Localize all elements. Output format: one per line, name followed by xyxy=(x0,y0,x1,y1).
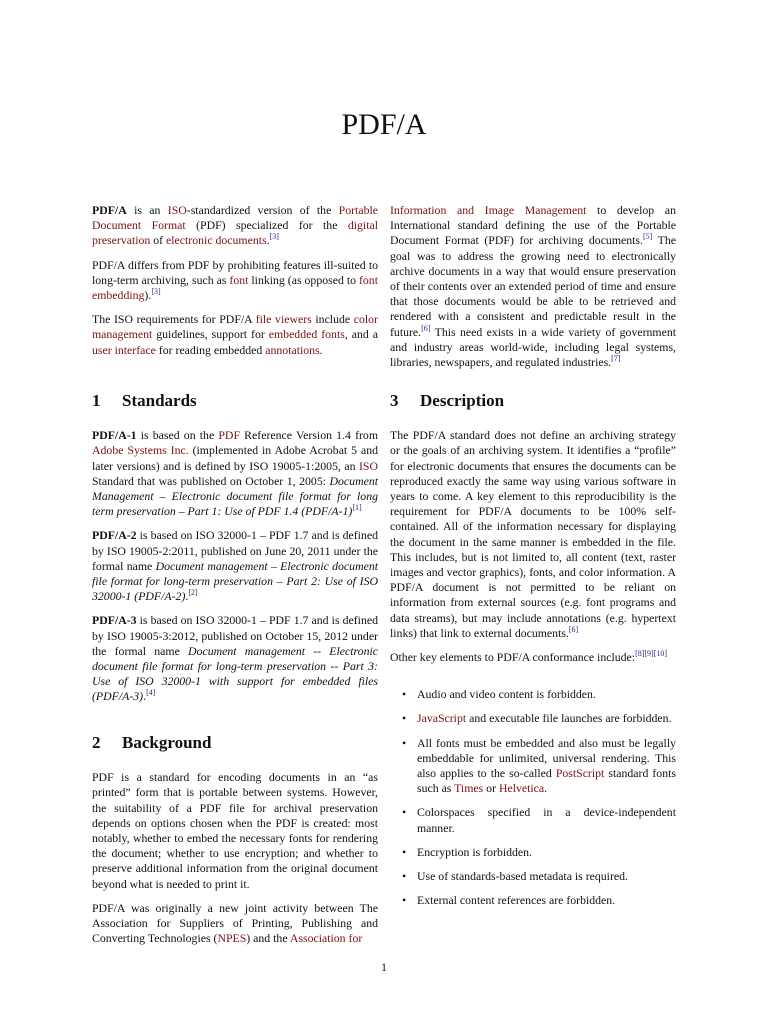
text: ). xyxy=(144,288,152,303)
link-iso[interactable]: ISO xyxy=(358,458,378,473)
link-color-management[interactable]: color management xyxy=(92,312,379,342)
link-npes[interactable]: NPES xyxy=(217,931,247,946)
standards-pdfa3 xyxy=(92,613,378,704)
link-annotations[interactable]: annotations xyxy=(265,342,320,357)
list-item: • External content references are forbidden. xyxy=(390,893,676,908)
citation-link[interactable]: [8][9][10] xyxy=(635,649,668,659)
text: This need exists in a wide variety of government and industry areas world-wide, including legal systems, libraries, newspapers, and regulated industries. xyxy=(390,324,676,370)
text: is based on ISO 32000-1 – PDF 1.7 and is defined by ISO 19005-2:2011, published on June 20, 2011 under the formal name xyxy=(92,528,378,573)
section-number: 2 xyxy=(92,733,101,752)
list-item: • Encryption is forbidden. xyxy=(390,845,676,860)
intro-paragraph-4 xyxy=(390,203,676,370)
page-title: PDF/A xyxy=(341,108,427,141)
text: . xyxy=(185,589,189,604)
link-adobe-systems[interactable]: Adobe Systems Inc. xyxy=(92,443,189,458)
text: The PDF/A standard does not define an archiving strategy or the goals of an archiving system. It identifies a “profile” for electronic documents that ensures the documents can be reproduced exactly the same way using various software in years to come. A key element to this reproducibility is the requirement for PDF/A documents to be 100% self-contained. All of the information necessary for displaying the document in the same manner is embedded in the file. This includes, but is not limited to, all content (text, raster images and vector graphics), fonts, and color information. A PDF/A document is not permitted to be reliant on information from external sources (e.g. font programs and data streams), but may include annotations (e.g. hypertext links) that link to external documents. xyxy=(390,428,676,640)
italic-title: Document Management – Electronic document file format for long term preservation – Part 1: Use of PDF 1.4 (PDF/A-1) xyxy=(92,473,378,519)
section-standards xyxy=(92,393,378,714)
citation-link[interactable]: [3] xyxy=(269,232,279,242)
text: . xyxy=(319,342,323,357)
page-number: 1 xyxy=(381,960,387,974)
italic-title: Document management -- Electronic document file format for long-term preservation -- Part 3: Use of ISO 32000-1 with support for embedded files (PDF/A-3) xyxy=(92,643,378,704)
citation-link[interactable]: [7] xyxy=(611,354,621,364)
section-background xyxy=(92,735,378,955)
list-item xyxy=(390,711,676,726)
text: is an xyxy=(126,203,168,217)
link-embedded-fonts[interactable]: embedded fonts xyxy=(268,327,345,342)
bold-term: PDF/A xyxy=(92,203,127,217)
text: The goal was to address the growing need to electronically archive documents in a way that would ensure preservation of their contents over an extended period of time and ensure that those documents would be able to be retrieved and rendered with a consistent and predictable result in the future. xyxy=(390,233,677,339)
text: PDF/A differs from PDF by prohibiting features ill-suited to long-term archiving, such as xyxy=(92,257,378,287)
background-paragraph-1: PDF is a standard for encoding documents in an “as printed” form that is portable between systems. However, the suitability of a PDF file for archival preservation depends on options chosen when the PDF is created: most notably, whether to embed the necessary fonts for rendering the document; whether to use encryption; and whether to preserve additional information from the original document beyond what is needed to print it. xyxy=(92,770,378,891)
standards-pdfa2 xyxy=(92,528,378,604)
link-association[interactable]: Association for xyxy=(289,931,363,946)
section-description xyxy=(390,393,676,917)
text: All fonts must be embedded and also must be legally embeddable for unlimited, universal rendering. This also applies to the so-called xyxy=(417,735,676,781)
text: (PDF) specialized for the xyxy=(185,218,348,233)
text: include xyxy=(311,312,354,327)
section-title: Standards xyxy=(122,391,197,410)
citation-link[interactable]: [4] xyxy=(146,688,156,698)
text: Standard that was published on October 1, 2005: xyxy=(92,473,330,488)
intro-paragraph-2 xyxy=(92,258,378,304)
link-user-interface[interactable]: user interface xyxy=(92,342,156,357)
citation-link[interactable]: [6] xyxy=(568,624,579,634)
list-item: • Use of standards-based metadata is required. xyxy=(390,869,676,884)
text: for reading embedded xyxy=(155,342,266,357)
section-number: 3 xyxy=(390,391,399,410)
text: ) and the xyxy=(246,931,290,946)
section-heading xyxy=(390,393,676,408)
standards-pdfa1 xyxy=(92,428,378,519)
list-item: • Audio and video content is forbidden. xyxy=(390,687,676,702)
background-paragraph-2 xyxy=(92,901,378,947)
description-paragraph-2 xyxy=(390,650,676,665)
section-title: Background xyxy=(122,733,212,752)
text: -standardized version of the xyxy=(186,203,339,217)
section-heading xyxy=(92,735,378,750)
text: or xyxy=(483,781,499,796)
section-number: 1 xyxy=(92,391,101,410)
text: , and a xyxy=(344,327,378,342)
link-electronic-documents[interactable]: electronic documents xyxy=(166,233,267,248)
link-font-embedding[interactable]: font embedding xyxy=(92,272,378,303)
text: and executable file launches are forbidden. xyxy=(466,711,672,726)
citation-link[interactable]: [2] xyxy=(188,588,198,598)
text: to develop an International standard defining the use of the Portable Document Format (PDF) for archiving documents. xyxy=(390,203,676,248)
text: of xyxy=(150,233,167,248)
text: linking (as opposed to xyxy=(248,272,359,287)
conformance-list xyxy=(390,687,676,908)
section-heading xyxy=(92,393,378,408)
citation-link[interactable]: [6] xyxy=(421,323,431,333)
link-helvetica[interactable]: Helvetica xyxy=(498,781,545,796)
text: is based on the xyxy=(136,428,219,443)
description-paragraph-1 xyxy=(390,428,676,641)
list-item xyxy=(390,736,676,797)
link-javascript[interactable]: JavaScript xyxy=(417,711,467,726)
text: Other key elements to PDF/A conformance include: xyxy=(390,650,636,665)
link-iso[interactable]: ISO xyxy=(167,203,187,217)
link-pdf[interactable]: PDF xyxy=(218,428,241,443)
text: . xyxy=(266,233,270,248)
text: PDF/A was originally a new joint activity between The Association for Suppliers of Printing, Publishing and Converting Technologies ( xyxy=(92,900,378,946)
italic-title: Document management – Electronic document file format for long-term preservation – Part 2: Use of ISO 32000-1 (PDF/A-2) xyxy=(92,558,378,604)
link-portable-document-format[interactable]: Portable Document Format xyxy=(92,203,378,233)
bold-term: PDF/A-2 xyxy=(92,528,137,543)
text: . xyxy=(143,689,147,704)
citation-link[interactable]: [3] xyxy=(151,287,161,297)
intro-paragraph-3 xyxy=(92,312,378,358)
text: . xyxy=(544,781,548,796)
list-item: • Colorspaces specified in a device-independent manner. xyxy=(390,805,676,835)
text: (implemented in Adobe Acrobat 5 and later versions) and is defined by ISO 19005-1:2005, an xyxy=(92,443,378,473)
link-digital-preservation[interactable]: digital preservation xyxy=(92,218,379,248)
bold-term: PDF/A-1 xyxy=(92,428,137,443)
intro-right-column xyxy=(390,203,676,379)
text: is based on ISO 32000-1 – PDF 1.7 and is defined by ISO 19005-3:2012, published on October 15, 2012 under the formal name xyxy=(92,613,378,658)
text: guidelines, support for xyxy=(152,327,269,342)
link-times[interactable]: Times xyxy=(454,781,484,796)
citation-link[interactable]: [1] xyxy=(352,503,362,513)
citation-link[interactable]: [5] xyxy=(642,232,653,242)
link-file-viewers[interactable]: file viewers xyxy=(255,312,312,327)
intro-paragraph-1 xyxy=(92,203,378,249)
link-font[interactable]: font xyxy=(229,272,249,287)
link-aiim[interactable]: Information and Image Management xyxy=(390,203,587,217)
text: standard fonts such as xyxy=(417,766,676,796)
text: Reference Version 1.4 from xyxy=(240,428,379,443)
intro-left-column xyxy=(92,203,378,367)
bold-term: PDF/A-3 xyxy=(92,613,137,628)
text: The ISO requirements for PDF/A xyxy=(92,312,256,327)
section-title: Description xyxy=(420,391,505,410)
link-postscript[interactable]: PostScript xyxy=(555,766,605,781)
